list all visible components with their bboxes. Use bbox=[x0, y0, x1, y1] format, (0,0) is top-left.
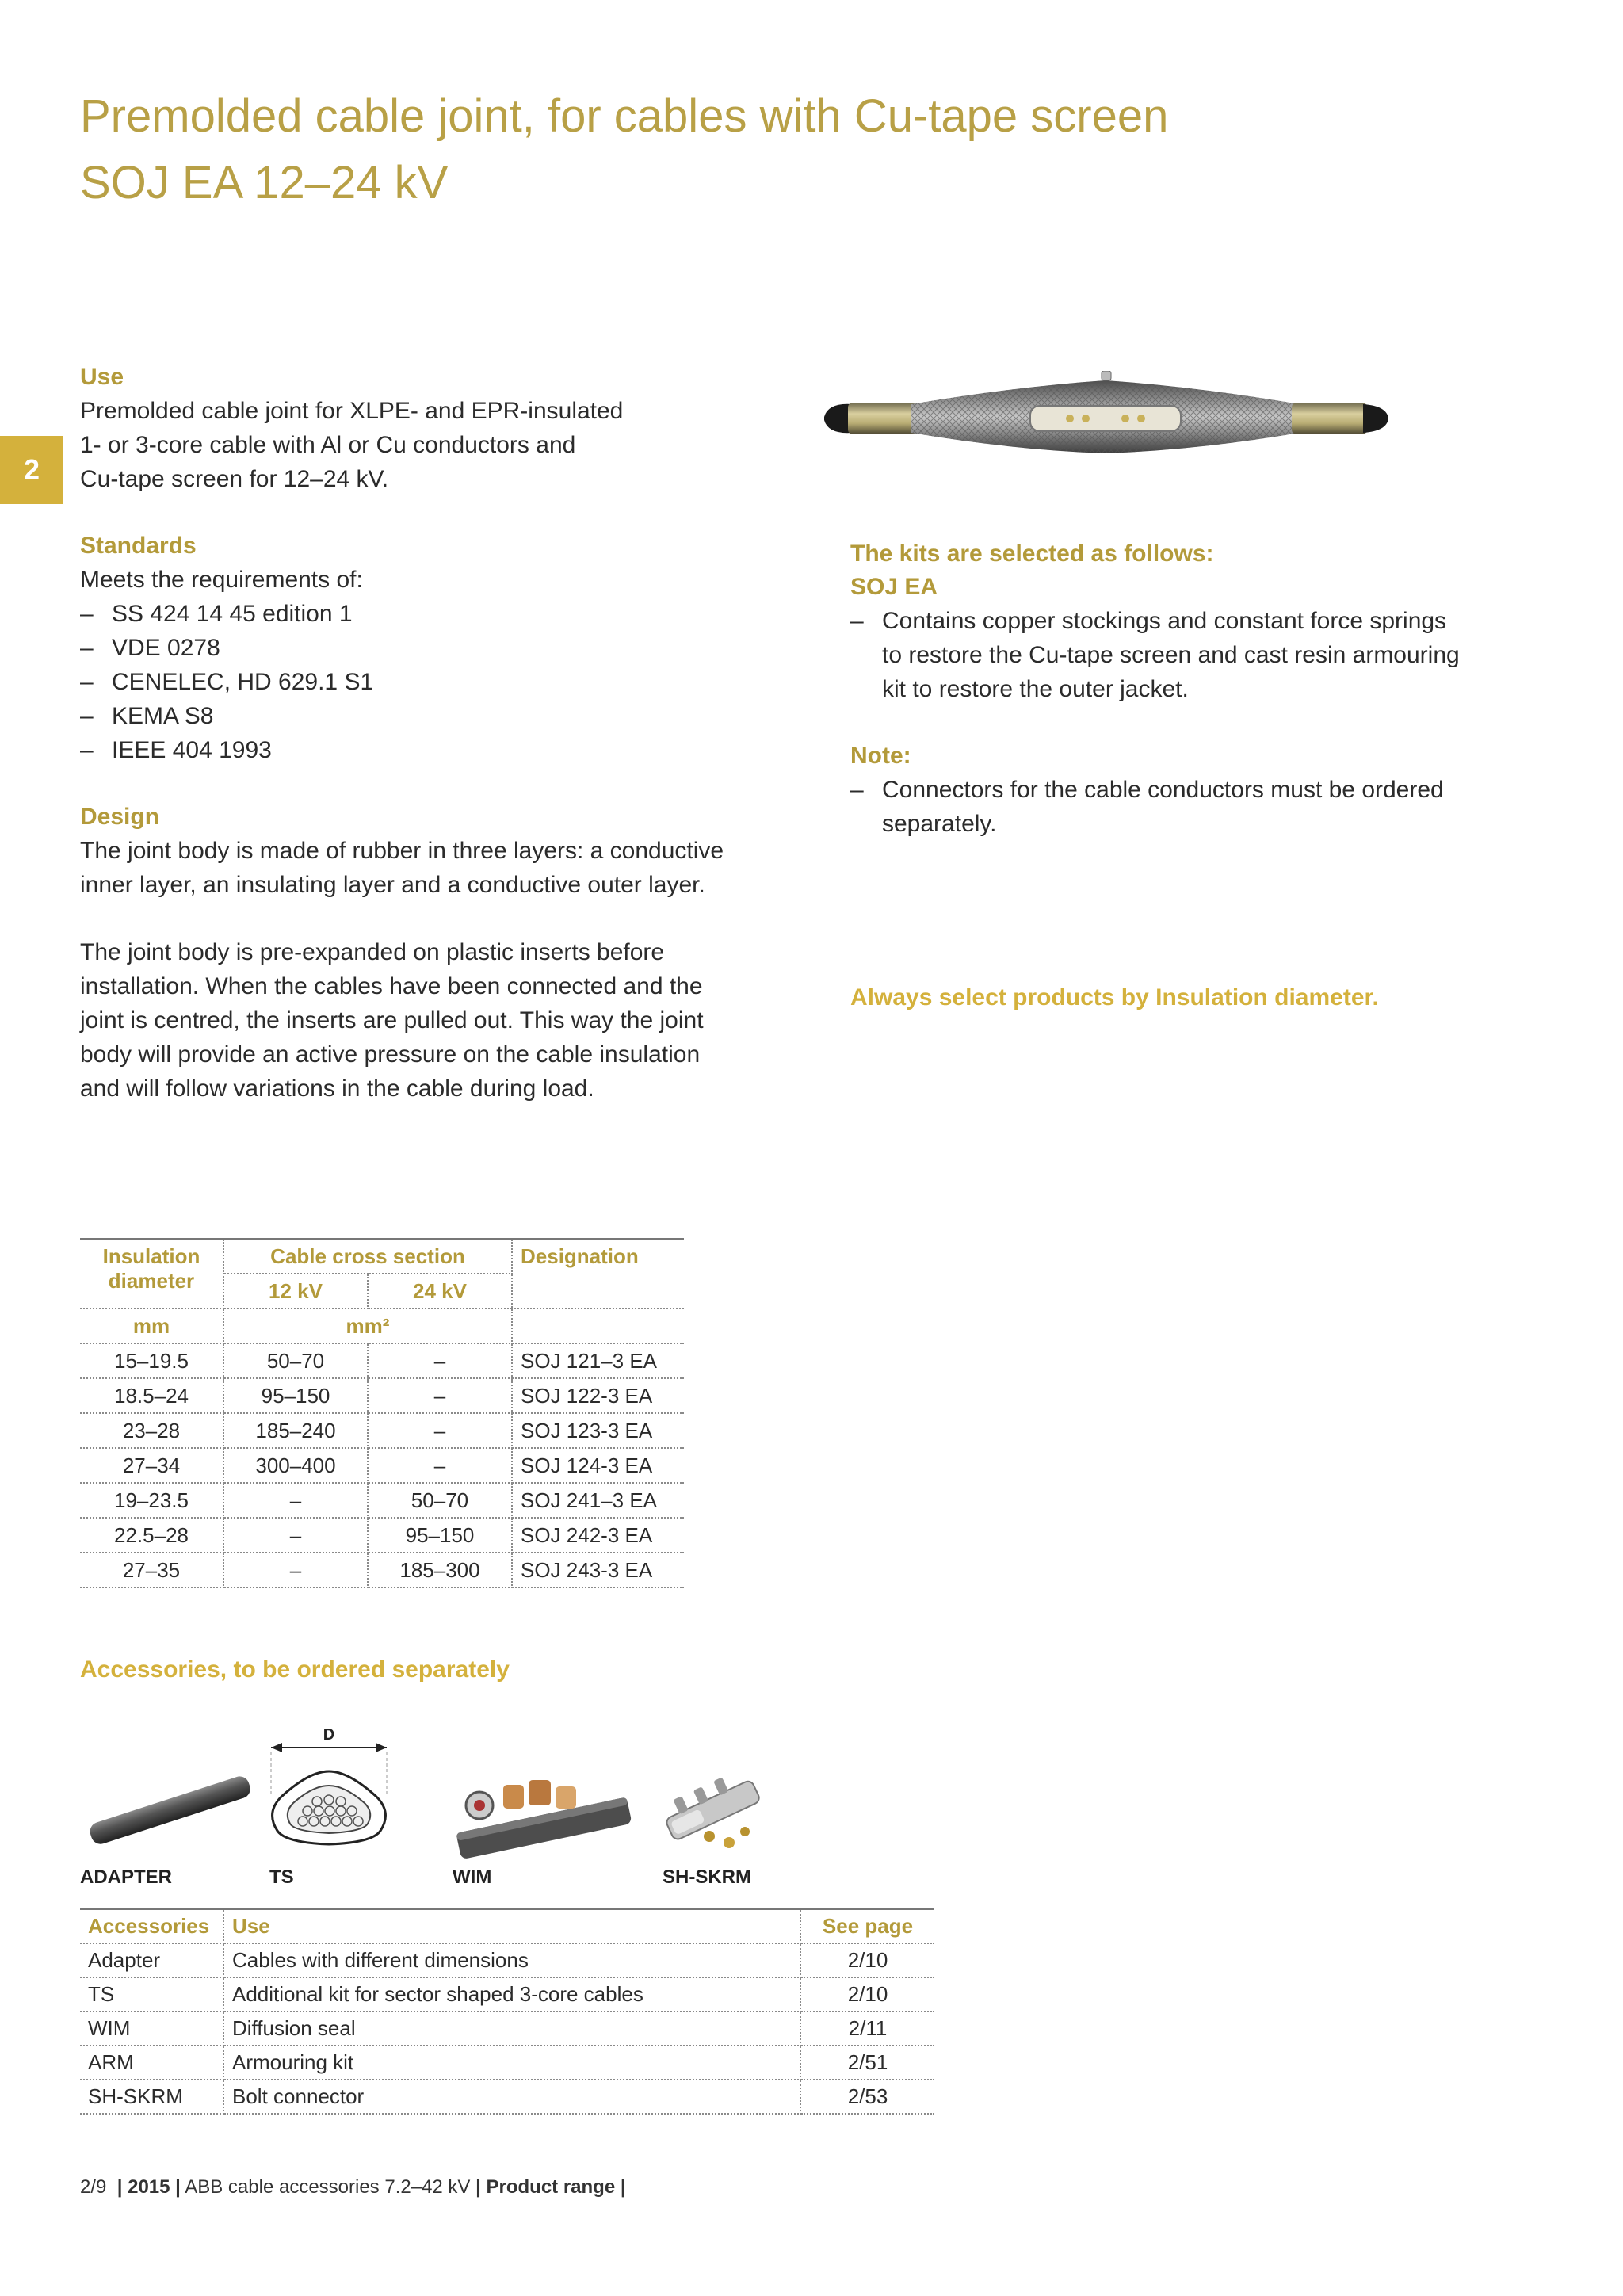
standards-item: – IEEE 404 1993 bbox=[80, 733, 793, 767]
note-heading: Note: bbox=[850, 743, 911, 769]
cell-accessory: Adapter bbox=[80, 1943, 223, 1977]
sh-skrm-image bbox=[658, 1763, 769, 1859]
use-line-2: 1- or 3-core cable with Al or Cu conductors and bbox=[80, 432, 576, 458]
footer-year: 2015 bbox=[128, 2176, 170, 2198]
left-column bbox=[80, 361, 793, 1106]
cell-24kv: – bbox=[368, 1343, 512, 1378]
ts-dimension-label: D bbox=[323, 1726, 335, 1744]
col-header-cross-section: Cable cross section bbox=[223, 1239, 512, 1274]
cell-12kv: 185–240 bbox=[223, 1413, 368, 1448]
col-header-24kv: 24 kV bbox=[368, 1274, 512, 1308]
design-para1-line: inner layer, an insulating layer and a conductive outer layer. bbox=[80, 872, 705, 898]
table-row bbox=[80, 1518, 684, 1553]
cell-use: Armouring kit bbox=[223, 2046, 800, 2080]
cable-joint-image bbox=[816, 371, 1395, 458]
page-subtitle: SOJ EA 12–24 kV bbox=[80, 157, 449, 208]
cell-insulation: 27–35 bbox=[80, 1553, 223, 1587]
cell-accessory: ARM bbox=[80, 2046, 223, 2080]
cell-designation: SOJ 241–3 EA bbox=[512, 1483, 684, 1518]
cell-see-page[interactable]: 2/53 bbox=[800, 2080, 934, 2114]
standards-list bbox=[80, 597, 793, 767]
cell-insulation: 19–23.5 bbox=[80, 1483, 223, 1518]
chapter-tab[interactable]: 2 bbox=[0, 436, 63, 504]
kits-subheading: SOJ EA bbox=[850, 574, 938, 600]
cell-designation: SOJ 124-3 EA bbox=[512, 1448, 684, 1483]
cell-designation: SOJ 123-3 EA bbox=[512, 1413, 684, 1448]
cell-see-page[interactable]: 2/51 bbox=[800, 2046, 934, 2080]
cell-12kv: 50–70 bbox=[223, 1343, 368, 1378]
use-heading: Use bbox=[80, 364, 124, 390]
kits-item-line: Contains copper stockings and constant force springs bbox=[882, 608, 1447, 634]
col-header-designation: Designation bbox=[512, 1239, 684, 1308]
design-para2-line: installation. When the cables have been connected and the bbox=[80, 973, 703, 999]
unit-blank bbox=[512, 1308, 684, 1343]
selection-hint: Always select products by Insulation diameter. bbox=[850, 984, 1379, 1010]
note-item-line: Connectors for the cable conductors must be ordered bbox=[882, 777, 1444, 803]
kits-item-line: to restore the Cu-tape screen and cast resin armouring bbox=[882, 642, 1460, 668]
cell-24kv: 50–70 bbox=[368, 1483, 512, 1518]
table-row bbox=[80, 1943, 934, 1977]
col-header-use: Use bbox=[223, 1909, 800, 1943]
cell-12kv: – bbox=[223, 1518, 368, 1553]
kits-heading: The kits are selected as follows: bbox=[850, 541, 1214, 567]
ts-label: TS bbox=[269, 1866, 294, 1888]
design-para2-line: and will follow variations in the cable during load. bbox=[80, 1075, 594, 1102]
adapter-image bbox=[83, 1763, 258, 1859]
cell-12kv: 95–150 bbox=[223, 1378, 368, 1413]
accessories-heading: Accessories, to be ordered separately bbox=[80, 1656, 510, 1683]
kits-item-line: kit to restore the outer jacket. bbox=[882, 676, 1189, 702]
cell-accessory: SH-SKRM bbox=[80, 2080, 223, 2114]
cell-12kv: – bbox=[223, 1553, 368, 1587]
sh-skrm-label: SH-SKRM bbox=[663, 1866, 751, 1888]
cell-24kv: – bbox=[368, 1413, 512, 1448]
table-row bbox=[80, 1413, 684, 1448]
wim-label: WIM bbox=[453, 1866, 492, 1888]
cell-designation: SOJ 242-3 EA bbox=[512, 1518, 684, 1553]
cell-24kv: 95–150 bbox=[368, 1518, 512, 1553]
note-item-line: separately. bbox=[882, 811, 997, 837]
cell-12kv: 300–400 bbox=[223, 1448, 368, 1483]
cell-designation: SOJ 122-3 EA bbox=[512, 1378, 684, 1413]
col-header-accessories: Accessories bbox=[80, 1909, 223, 1943]
kits-list bbox=[850, 604, 1548, 706]
cell-see-page[interactable]: 2/11 bbox=[800, 2011, 934, 2046]
cell-24kv: 185–300 bbox=[368, 1553, 512, 1587]
table-row bbox=[80, 2011, 934, 2046]
cell-insulation: 27–34 bbox=[80, 1448, 223, 1483]
unit-mm2: mm² bbox=[223, 1308, 512, 1343]
cell-use: Additional kit for sector shaped 3-core cables bbox=[223, 1977, 800, 2011]
cell-accessory: WIM bbox=[80, 2011, 223, 2046]
table-row bbox=[80, 1378, 684, 1413]
standards-intro: Meets the requirements of: bbox=[80, 567, 363, 593]
standards-item: – SS 424 14 45 edition 1 bbox=[80, 597, 793, 631]
cell-use: Diffusion seal bbox=[223, 2011, 800, 2046]
cell-12kv: – bbox=[223, 1483, 368, 1518]
standards-item: – VDE 0278 bbox=[80, 631, 793, 665]
cell-insulation: 23–28 bbox=[80, 1413, 223, 1448]
col-header-insulation: Insulation diameter bbox=[80, 1239, 223, 1308]
footer-section: Product range bbox=[486, 2176, 616, 2198]
wim-image bbox=[448, 1767, 638, 1859]
cell-24kv: – bbox=[368, 1448, 512, 1483]
design-heading: Design bbox=[80, 804, 160, 830]
table-row bbox=[80, 1343, 684, 1378]
note-list bbox=[850, 773, 1548, 841]
cell-use: Bolt connector bbox=[223, 2080, 800, 2114]
col-header-see-page: See page bbox=[800, 1909, 934, 1943]
page-title: Premolded cable joint, for cables with Cu-tape screen bbox=[80, 90, 1169, 142]
use-line-1: Premolded cable joint for XLPE- and EPR-insulated bbox=[80, 398, 624, 424]
cell-insulation: 22.5–28 bbox=[80, 1518, 223, 1553]
cell-use: Cables with different dimensions bbox=[223, 1943, 800, 1977]
table-row bbox=[80, 1977, 934, 2011]
col-header-12kv: 12 kV bbox=[223, 1274, 368, 1308]
design-para2-line: body will provide an active pressure on the cable insulation bbox=[80, 1041, 701, 1068]
cell-insulation: 15–19.5 bbox=[80, 1343, 223, 1378]
standards-heading: Standards bbox=[80, 533, 197, 559]
use-line-3: Cu-tape screen for 12–24 kV. bbox=[80, 466, 389, 492]
design-para2-line: joint is centred, the inserts are pulled out. This way the joint bbox=[80, 1007, 704, 1033]
cell-see-page[interactable]: 2/10 bbox=[800, 1943, 934, 1977]
accessories-table bbox=[80, 1908, 934, 2115]
table-row bbox=[80, 2046, 934, 2080]
table-row bbox=[80, 1483, 684, 1518]
table-row bbox=[80, 1448, 684, 1483]
selection-table bbox=[80, 1238, 684, 1588]
cell-designation: SOJ 121–3 EA bbox=[512, 1343, 684, 1378]
table-row bbox=[80, 1553, 684, 1587]
footer-page-number: 2/9 bbox=[80, 2176, 107, 2198]
design-para2-line: The joint body is pre-expanded on plastic inserts before bbox=[80, 939, 665, 965]
standards-item: – CENELEC, HD 629.1 S1 bbox=[80, 665, 793, 699]
cell-insulation: 18.5–24 bbox=[80, 1378, 223, 1413]
cell-designation: SOJ 243-3 EA bbox=[512, 1553, 684, 1587]
page-footer: 2/9 | 2015 | ABB cable accessories 7.2–42 kV | Product range | bbox=[80, 2176, 626, 2198]
kits-item bbox=[850, 604, 1548, 706]
unit-mm: mm bbox=[80, 1308, 223, 1343]
right-column bbox=[850, 537, 1548, 841]
adapter-label: ADAPTER bbox=[80, 1866, 173, 1888]
standards-item: – KEMA S8 bbox=[80, 699, 793, 733]
design-para1-line: The joint body is made of rubber in three layers: a conductive bbox=[80, 838, 724, 864]
footer-publication: ABB cable accessories 7.2–42 kV bbox=[185, 2176, 471, 2198]
cell-accessory: TS bbox=[80, 1977, 223, 2011]
cell-24kv: – bbox=[368, 1378, 512, 1413]
ts-image bbox=[262, 1724, 396, 1859]
note-item bbox=[850, 773, 1548, 841]
cell-see-page[interactable]: 2/10 bbox=[800, 1977, 934, 2011]
table-row bbox=[80, 2080, 934, 2114]
